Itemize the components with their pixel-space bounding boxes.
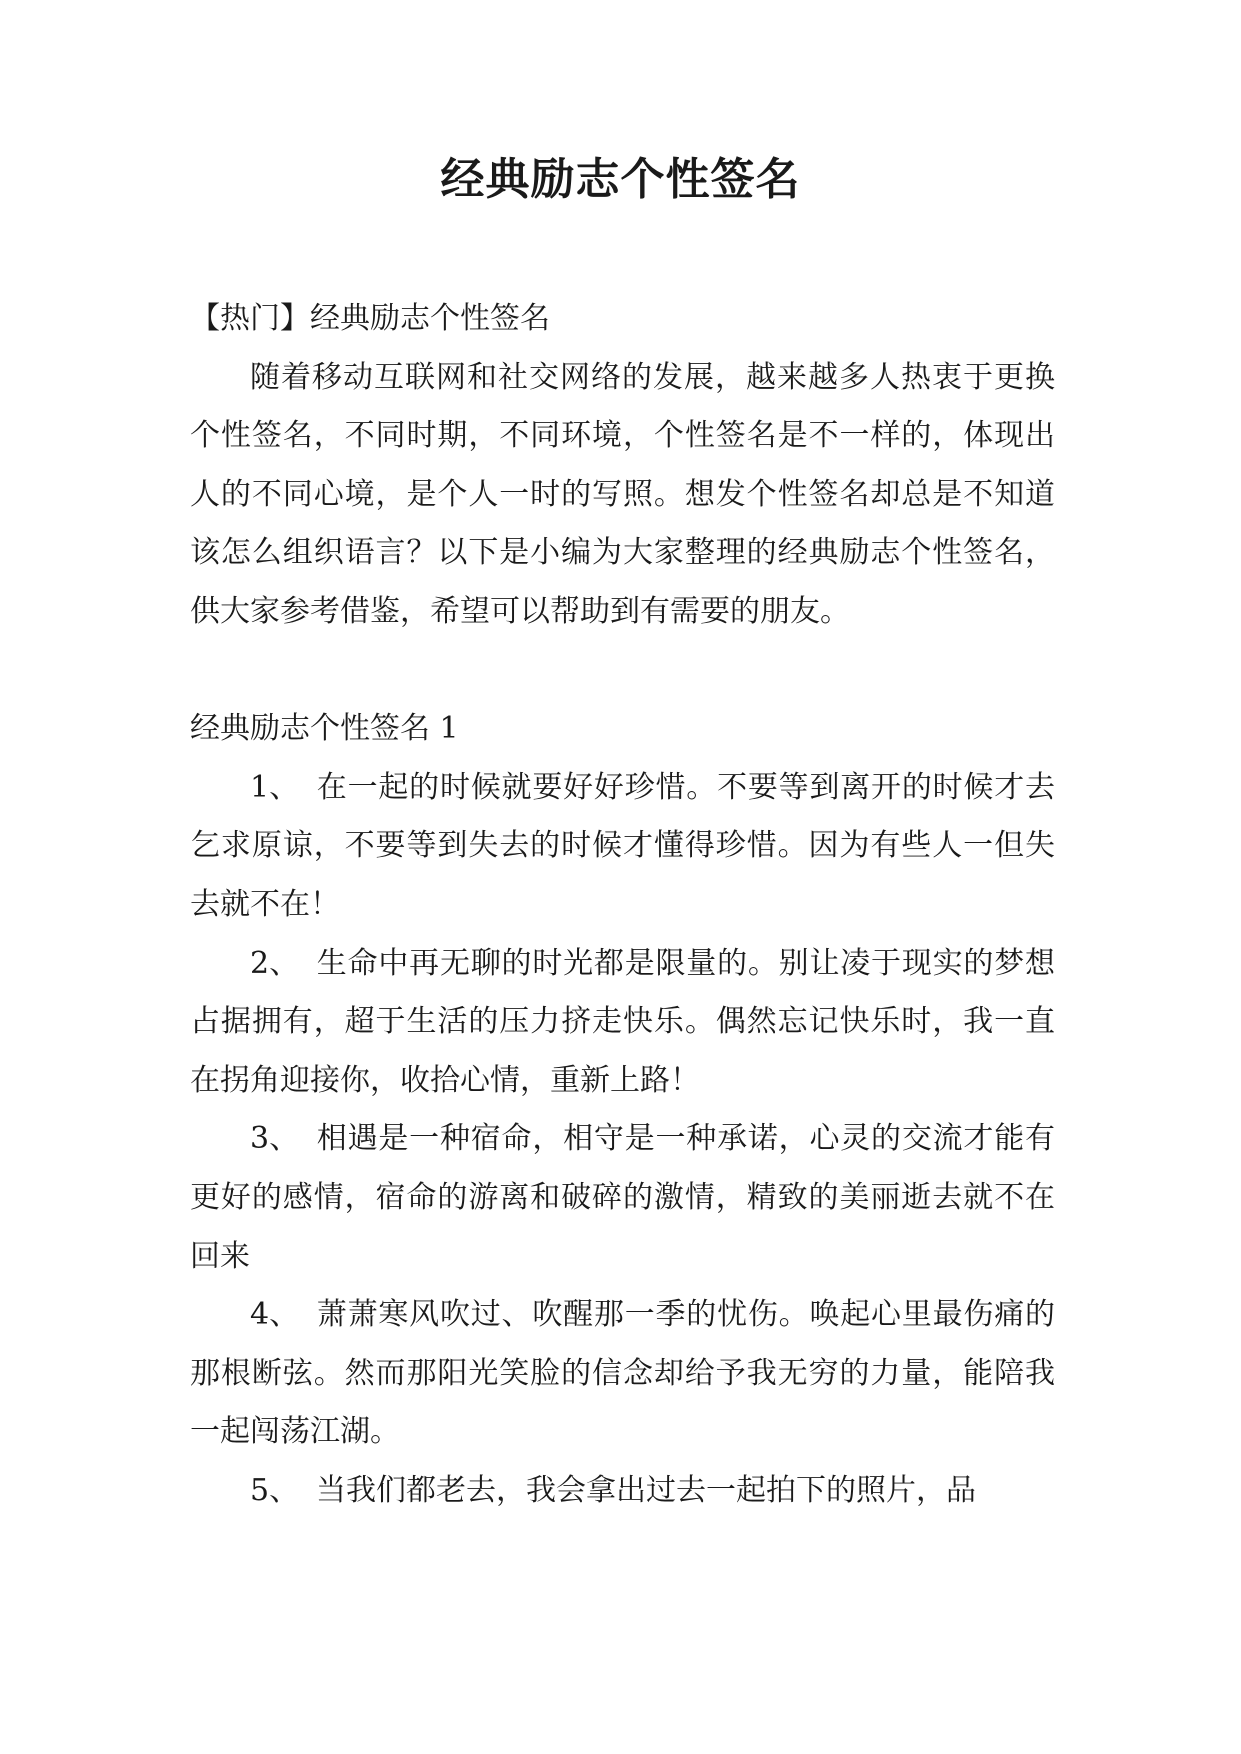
item-text: 相遇是一种宿命，相守是一种承诺，心灵的交流才能有更好的感情，宿命的游离和破碎的激情，精致的美丽逝去就不在回来 <box>190 1121 1055 1274</box>
item-text: 当我们都老去，我会拿出过去一起拍下的照片，品 <box>316 1472 976 1508</box>
heading-line: 【热门】经典励志个性签名 <box>190 301 550 336</box>
item-text: 萧萧寒风吹过、吹醒那一季的忧伤。唤起心里最伤痛的那根断弦。然而那阳光笑脸的信念却给予我无穷的力量，能陪我一起闯荡江湖。 <box>190 1297 1055 1450</box>
item-number: 4、 <box>250 1297 300 1333</box>
list-item <box>190 759 1055 935</box>
spacer <box>190 642 1055 701</box>
item-text: 在一起的时候就要好好珍惜。不要等到离开的时候才去乞求原谅，不要等到失去的时候才懂得珍惜。因为有些人一但失去就不在！ <box>190 769 1055 922</box>
list-item <box>190 1286 1055 1462</box>
item-text: 生命中再无聊的时光都是限量的。别让凌于现实的梦想占据拥有，超于生活的压力挤走快乐。偶然忘记快乐时，我一直在拐角迎接你，收拾心情，重新上路！ <box>190 945 1055 1098</box>
page-title: 经典励志个性签名 <box>440 154 801 205</box>
section-title: 经典励志个性签名 1 <box>190 711 459 747</box>
list-item <box>190 935 1055 1111</box>
item-number: 5、 <box>250 1472 300 1508</box>
intro-paragraph: 随着移动互联网和社交网络的发展，越来越多人热衷于更换个性签名，不同时期，不同环境，个性签名是不一样的，体现出人的不同心境，是个人一时的写照。想发个性签名却总是不知道该怎么组织语言？以下是小编为大家整理的经典励志个性签名，供大家参考借鉴，希望可以帮助到有需要的朋友。 <box>190 359 1055 629</box>
list-item <box>190 1462 1055 1521</box>
item-number: 1、 <box>250 769 300 805</box>
document-body <box>190 290 1055 1520</box>
item-number: 3、 <box>250 1121 300 1157</box>
item-number: 2、 <box>250 945 300 981</box>
list-item <box>190 1110 1055 1286</box>
